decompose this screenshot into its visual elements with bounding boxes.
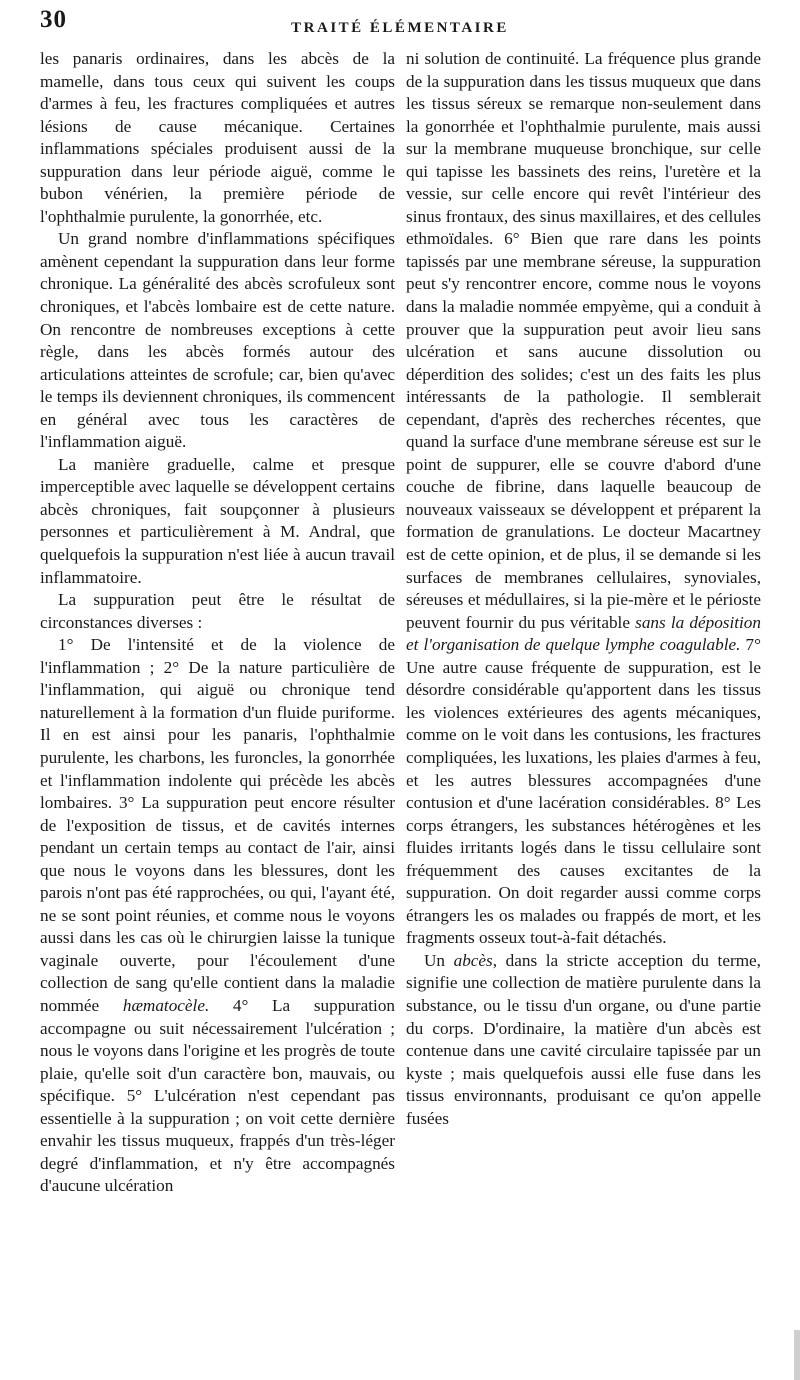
running-head: TRAITÉ ÉLÉMENTAIRE (291, 20, 509, 36)
text-run: Un (424, 950, 454, 970)
paragraph: La suppuration peut être le résultat de circonstances diverses : (40, 590, 395, 632)
right-column (406, 48, 761, 1130)
text-run: ni solution de continuité. La fréquence plus grande de la suppuration dans les tissus muqueux que dans les tissus séreux se remarque non-seulement dans la gonorrhée et l'ophthalmie purulente, mais aussi sur la membrane muqueuse bronchique, sur celle qui tapisse les bassinets des reins, l'uretère et la vessie, sur celle encore qui revêt l'intérieur des sinus frontaux, des sinus maxillaires, et des cellules ethmoïdales. 6° Bien que rare dans les points tapissés par une membrane séreuse, la suppuration peut s'y rencontrer encore, comme nous le voyons dans la maladie nommée empyème, qui a conduit à prouver que la suppuration peut avoir lieu sans ulcération et sans aucune dissolution ou déperdition des solides; c'est un des faits les plus intéressants de la pathologie. Il semblerait cependant, d'après des recherches récentes, que quand la surface d'une membrane séreuse est sur le point de suppurer, elle se couvre d'abord d'une couche de fibrine, dans laquelle beaucoup de nouveaux vaisseaux se développent et préparent la formation de granulations. Le docteur Macartney est de cette opinion, et de plus, il se demande si les surfaces de membranes cellulaires, synoviales, séreuses et médullaires, si la pie-mère et le périoste peuvent fournir du pus véritable (406, 49, 761, 632)
paragraph (406, 48, 761, 950)
term-hematocele: hæmatocèle. (122, 995, 210, 1015)
paragraph (40, 634, 395, 1198)
paragraph (406, 950, 761, 1130)
text-run: , dans la stricte acception du terme, signifie une collection de matière purulente dans la substance, ou le tissu d'un organe, ou d'une partie du corps. D'ordinaire, la matière d'un abcès est contenue dans une cavité circulaire tapissée par un kyste ; mais quelquefois aussi elle fuse dans les tissus environnants, produisant ce qu'on appelle fusées (406, 950, 761, 1128)
page-edge-shadow (794, 1330, 800, 1380)
paragraph: Un grand nombre d'inflammations spécifiques amènent cependant la suppuration dans leur forme chronique. La généralité des abcès scrofuleux sont chroniques, et l'abcès lombaire est de cette nature. On rencontre de nombreuses exceptions à cette règle, dans les abcès formés autour des articulations atteintes de scrofule; car, bien qu'avec le temps ils deviennent chroniques, ils commencent en général avec tous les caractères de l'inflammation aiguë. (40, 229, 395, 452)
text-run: 4° La suppuration accompagne ou suit nécessairement l'ulcération ; nous le voyons dans l'origine et les progrès de toute plaie, qu'elle soit d'un caractère bon, mauvais, ou spécifique. 5° L'ulcération n'est cependant pas essentielle à la suppuration ; on voit cette dernière envahir les tissus muqueux, frappés d'un très-léger degré d'inflammation, et n'y être accompagnés d'aucune ulcération (40, 995, 396, 1196)
text-run: 1° De l'intensité et de la violence de l'inflammation ; 2° De la nature particulière de l'inflammation, qui aiguë ou chronique tend naturellement à la formation d'un fluide puriforme. Il en est ainsi pour les panaris, l'ophthalmie purulente, les charbons, les furoncles, la gonorrhée et l'inflammation indolente qui précède les abcès lombaires. 3° La suppuration peut encore résulter de l'exposition de tissus, et de cavités internes pendant un certain temps au contact de l'air, ainsi que nous le voyons dans les blessures, dont les parois n'ont pas été rapprochées, ou qui, l'ayant été, ne se sont point réunies, et comme nous le voyons aussi dans les cas où le chirurgien laisse la tunique vaginale ouverte, pour l'écoulement d'une collection de sang qu'elle contient dans la maladie nommée (40, 635, 395, 1015)
text-run: 7° Une autre cause fréquente de suppuration, est le désordre considérable qu'apportent dans les tissus les violences extérieures des agents mécaniques, comme on le voit dans les contusions, les fractures compliquées, les luxations, les plaies d'armes à feu, et les autres blessures accompagnées d'une contusion et d'une lacération considérables. 8° Les corps étrangers, les substances hétérogènes et les fluides irritants logés dans le tissu cellulaire sont fréquemment des causes excitantes de la suppuration. On doit regarder aussi comme corps étrangers les os malades ou frappés de mort, et les fragments osseux tout-à-fait détachés. (406, 635, 761, 948)
left-column (40, 48, 395, 1198)
paragraph: les panaris ordinaires, dans les abcès de la mamelle, dans tous ceux qui suivent les coups d'armes à feu, les fractures compliquées et autres lésions de cause mécanique. Certaines inflammations spéciales produisent aussi de la suppuration dans leur période aiguë, comme le bubon vénérien, la première période de l'ophthalmie purulente, la gonorrhée, etc. (40, 49, 395, 226)
italic-phrase: sans la déposition et l'organisation de quelque lymphe coagulable. (406, 612, 761, 655)
term-abces: abcès (453, 950, 493, 970)
paragraph: La manière graduelle, calme et presque imperceptible avec laquelle se développent certains abcès chroniques, fait soupçonner à plusieurs personnes et particulièrement à M. Andral, que quelquefois la suppuration n'est liée à aucun travail inflammatoire. (40, 454, 395, 587)
page-number: 30 (40, 6, 67, 33)
